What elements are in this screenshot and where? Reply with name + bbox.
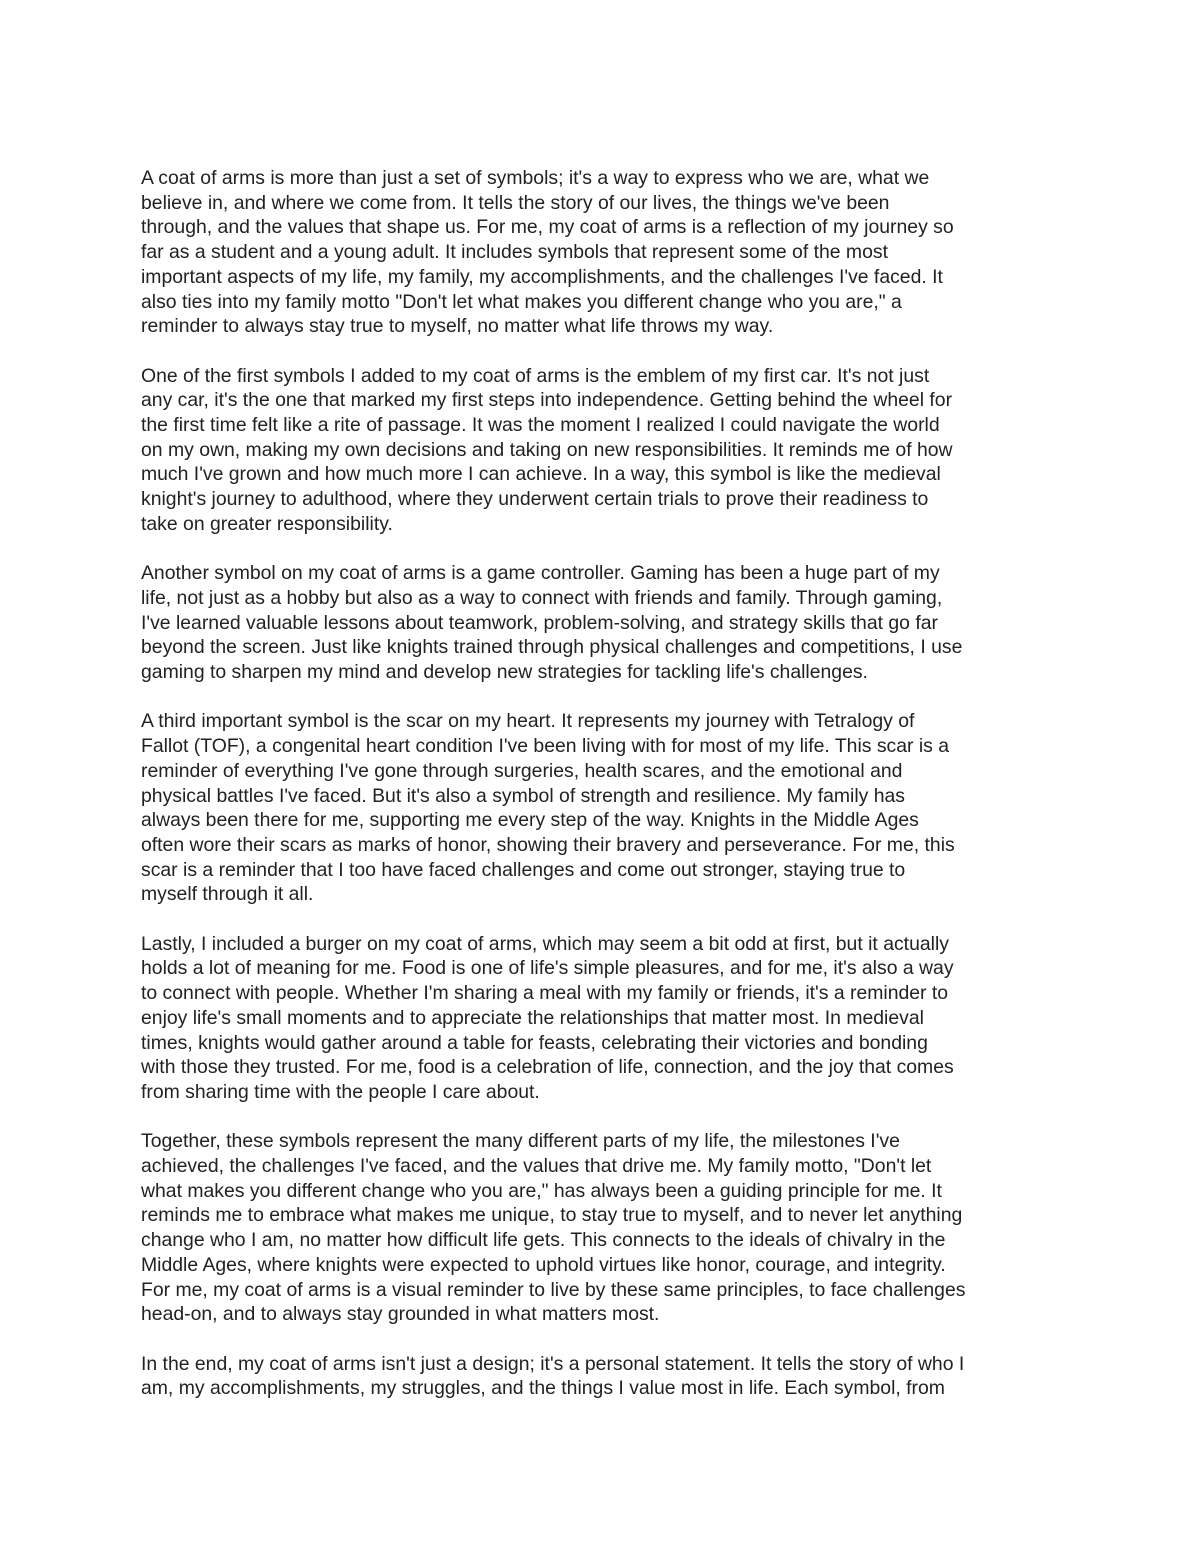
- paragraph-conclusion: In the end, my coat of arms isn't just a design; it's a personal statement. It tells the story of who I am, my accomplishments, my struggles, and the things I value most in life. Each symbol, from: [141, 1352, 965, 1400]
- paragraph-heart-scar: A third important symbol is the scar on my heart. It represents my journey with Tetralogy of Fallot (TOF), a congenital heart condition I've been living with for most of my life. This scar is a reminder of everything I've gone through surgeries, health scares, and the emotional and physical battles I've faced. But it's also a symbol of strength and resilience. My family has always been there for me, supporting me every step of the way. Knights in the Middle Ages often wore their scars as marks of honor, showing their bravery and perseverance. For me, this scar is a reminder that I too have faced challenges and come out stronger, staying true to myself through it all.: [141, 710, 955, 906]
- paragraph-together: Together, these symbols represent the many different parts of my life, the milestones I've achieved, the challenges I've faced, and the values that drive me. My family motto, "Don't let what makes you different change who you are," has always been a guiding principle for me. It reminds me to embrace what makes me unique, to stay true to myself, and to never let anything change who I am, no matter how difficult life gets. This connects to the ideals of chivalry in the Middle Ages, where knights were expected to uphold virtues like honor, courage, and integrity. For me, my coat of arms is a visual reminder to live by these same principles, to face challenges head-on, and to always stay grounded in what matters most.: [141, 1130, 966, 1326]
- paragraph-game-controller: Another symbol on my coat of arms is a game controller. Gaming has been a huge part of my life, not just as a hobby but also as a way to connect with friends and family. Through gaming, I've learned valuable lessons about teamwork, problem-solving, and strategy skills that go far beyond the screen. Just like knights trained through physical challenges and competitions, I use gaming to sharpen my mind and develop new strategies for tackling life's challenges.: [141, 562, 963, 684]
- paragraph-first-car: One of the first symbols I added to my coat of arms is the emblem of my first car. It's not just any car, it's the one that marked my first steps into independence. Getting behind the wheel for the first time felt like a rite of passage. It was the moment I realized I could navigate the world on my own, making my own decisions and taking on new responsibilities. It reminds me of how much I've grown and how much more I can achieve. In a way, this symbol is like the medieval knight's journey to adulthood, where they underwent certain trials to prove their readiness to take on greater responsibility.: [141, 364, 953, 535]
- paragraph-introduction: A coat of arms is more than just a set of symbols; it's a way to express who we are, what we believe in, and where we come from. It tells the story of our lives, the things we've been through, and the values that shape us. For me, my coat of arms is a reflection of my journey so far as a student and a young adult. It includes symbols that represent some of the most important aspects of my life, my family, my accomplishments, and the challenges I've faced. It also ties into my family motto "Don't let what makes you different change who you are," a reminder to always stay true to myself, no matter what life throws my way.: [141, 167, 954, 338]
- paragraph-burger: Lastly, I included a burger on my coat of arms, which may seem a bit odd at first, but it actually holds a lot of meaning for me. Food is one of life's simple pleasures, and for me, it's also a way to connect with people. Whether I'm sharing a meal with my family or friends, it's a reminder to enjoy life's small moments and to appreciate the relationships that matter most. In medieval times, knights would gather around a table for feasts, celebrating their victories and bonding with those they trusted. For me, food is a celebration of life, connection, and the joy that comes from sharing time with the people I care about.: [141, 932, 954, 1103]
- document-body: [141, 166, 1061, 1426]
